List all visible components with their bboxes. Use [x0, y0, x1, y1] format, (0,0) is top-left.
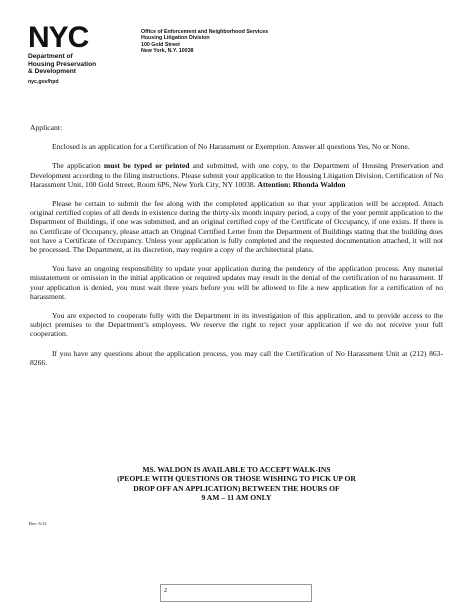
department-line-3: & Development	[28, 68, 76, 76]
office-line-2: Housing Litigation Division	[141, 35, 210, 42]
walk-in-line-3: DROP OFF AN APPLICATION) BETWEEN THE HOURS OF	[133, 483, 340, 493]
department-name	[28, 53, 96, 76]
nyc-logo-mark: NYC	[28, 21, 89, 54]
revision-note: Rev. 6/12	[29, 521, 47, 526]
walk-in-notice	[30, 465, 443, 502]
department-line-2: Housing Preservation	[28, 60, 97, 68]
letter-body	[30, 123, 443, 377]
hpd-logo	[28, 21, 97, 85]
paragraph-3: Please be certain to submit the fee along with the completed application so that your application will be accepted. Attach original certified copies of all deeds in existence during the thirty-six month inquiry period, a copy of the your permit application to the Department of Buildings, if one was submitted, and an original certified copy of the Certificate of Occupancy, if one exists. If there is no Certificate of Occupancy, please attach an Original Certified Letter from the Department of Buildings stating that the building does not have a Certificate of Occupancy. Unless your application is fully completed and the requested documentation attached, it will not be processed. The Department, at its discretion, may require a copy of the architectural plans.	[30, 199, 443, 255]
office-line-1: Office of Enforcement and Neighborhood Services	[141, 29, 269, 35]
walk-in-line-1: MS. WALDON IS AVAILABLE TO ACCEPT WALK-INS	[142, 465, 331, 474]
paragraph-4: You have an ongoing responsibility to update your application during the pendency of the application process. Any material misstatement or omission in the initial application or required updates may result in the denial of the certification of no harassment. If your application is denied, you must wait three years before you will be allowed to file a new application for a certification of no harassment.	[30, 264, 443, 301]
paragraph-6: If you have any questions about the application process, you may call the Certification of No Harassment Unit at (212) 863-8266.	[30, 348, 443, 367]
paragraph-2-post: and submitted, with one copy, to the Department of Housing Preservation and Development according to the filing instructions. Please submit your application to the Housing Litigation Division, Certification of No Harassment Unit, 100 Gold Street, Room 6P6, New York City, NY 10038.	[30, 161, 443, 189]
attention-line: Attention: Rhonda Waldon	[257, 179, 346, 189]
paragraph-2	[30, 161, 443, 189]
salutation: Applicant:	[30, 123, 63, 132]
paragraph-1: Enclosed is an application for a Certification of No Harassment or Exemption. Answer all questions Yes, No or None.	[52, 142, 410, 152]
office-line-4: New York, N.Y. 10038	[141, 47, 194, 54]
department-line-1: Department of	[28, 53, 73, 60]
page-footer-box	[160, 584, 312, 602]
page-number: 2	[164, 588, 167, 594]
office-address	[141, 29, 268, 54]
department-url: nyc.gov/hpd	[28, 78, 59, 85]
walk-in-line-4: 9 AM – 11 AM ONLY	[201, 492, 272, 502]
office-line-3: 100 Gold Street	[141, 41, 180, 48]
paragraph-5: You are expected to cooperate fully with the Department in its investigation of this application, and to provide access to the subject premises to the Department’s employees. We reserve the right to reject your application if we do not receive your full cooperation.	[30, 311, 443, 339]
walk-in-line-2: (PEOPLE WITH QUESTIONS OR THOSE WISHING TO PICK UP OR	[117, 474, 356, 484]
paragraph-2-pre: The application	[52, 161, 104, 171]
typed-or-printed-emphasis: must be typed or printed	[103, 161, 190, 171]
